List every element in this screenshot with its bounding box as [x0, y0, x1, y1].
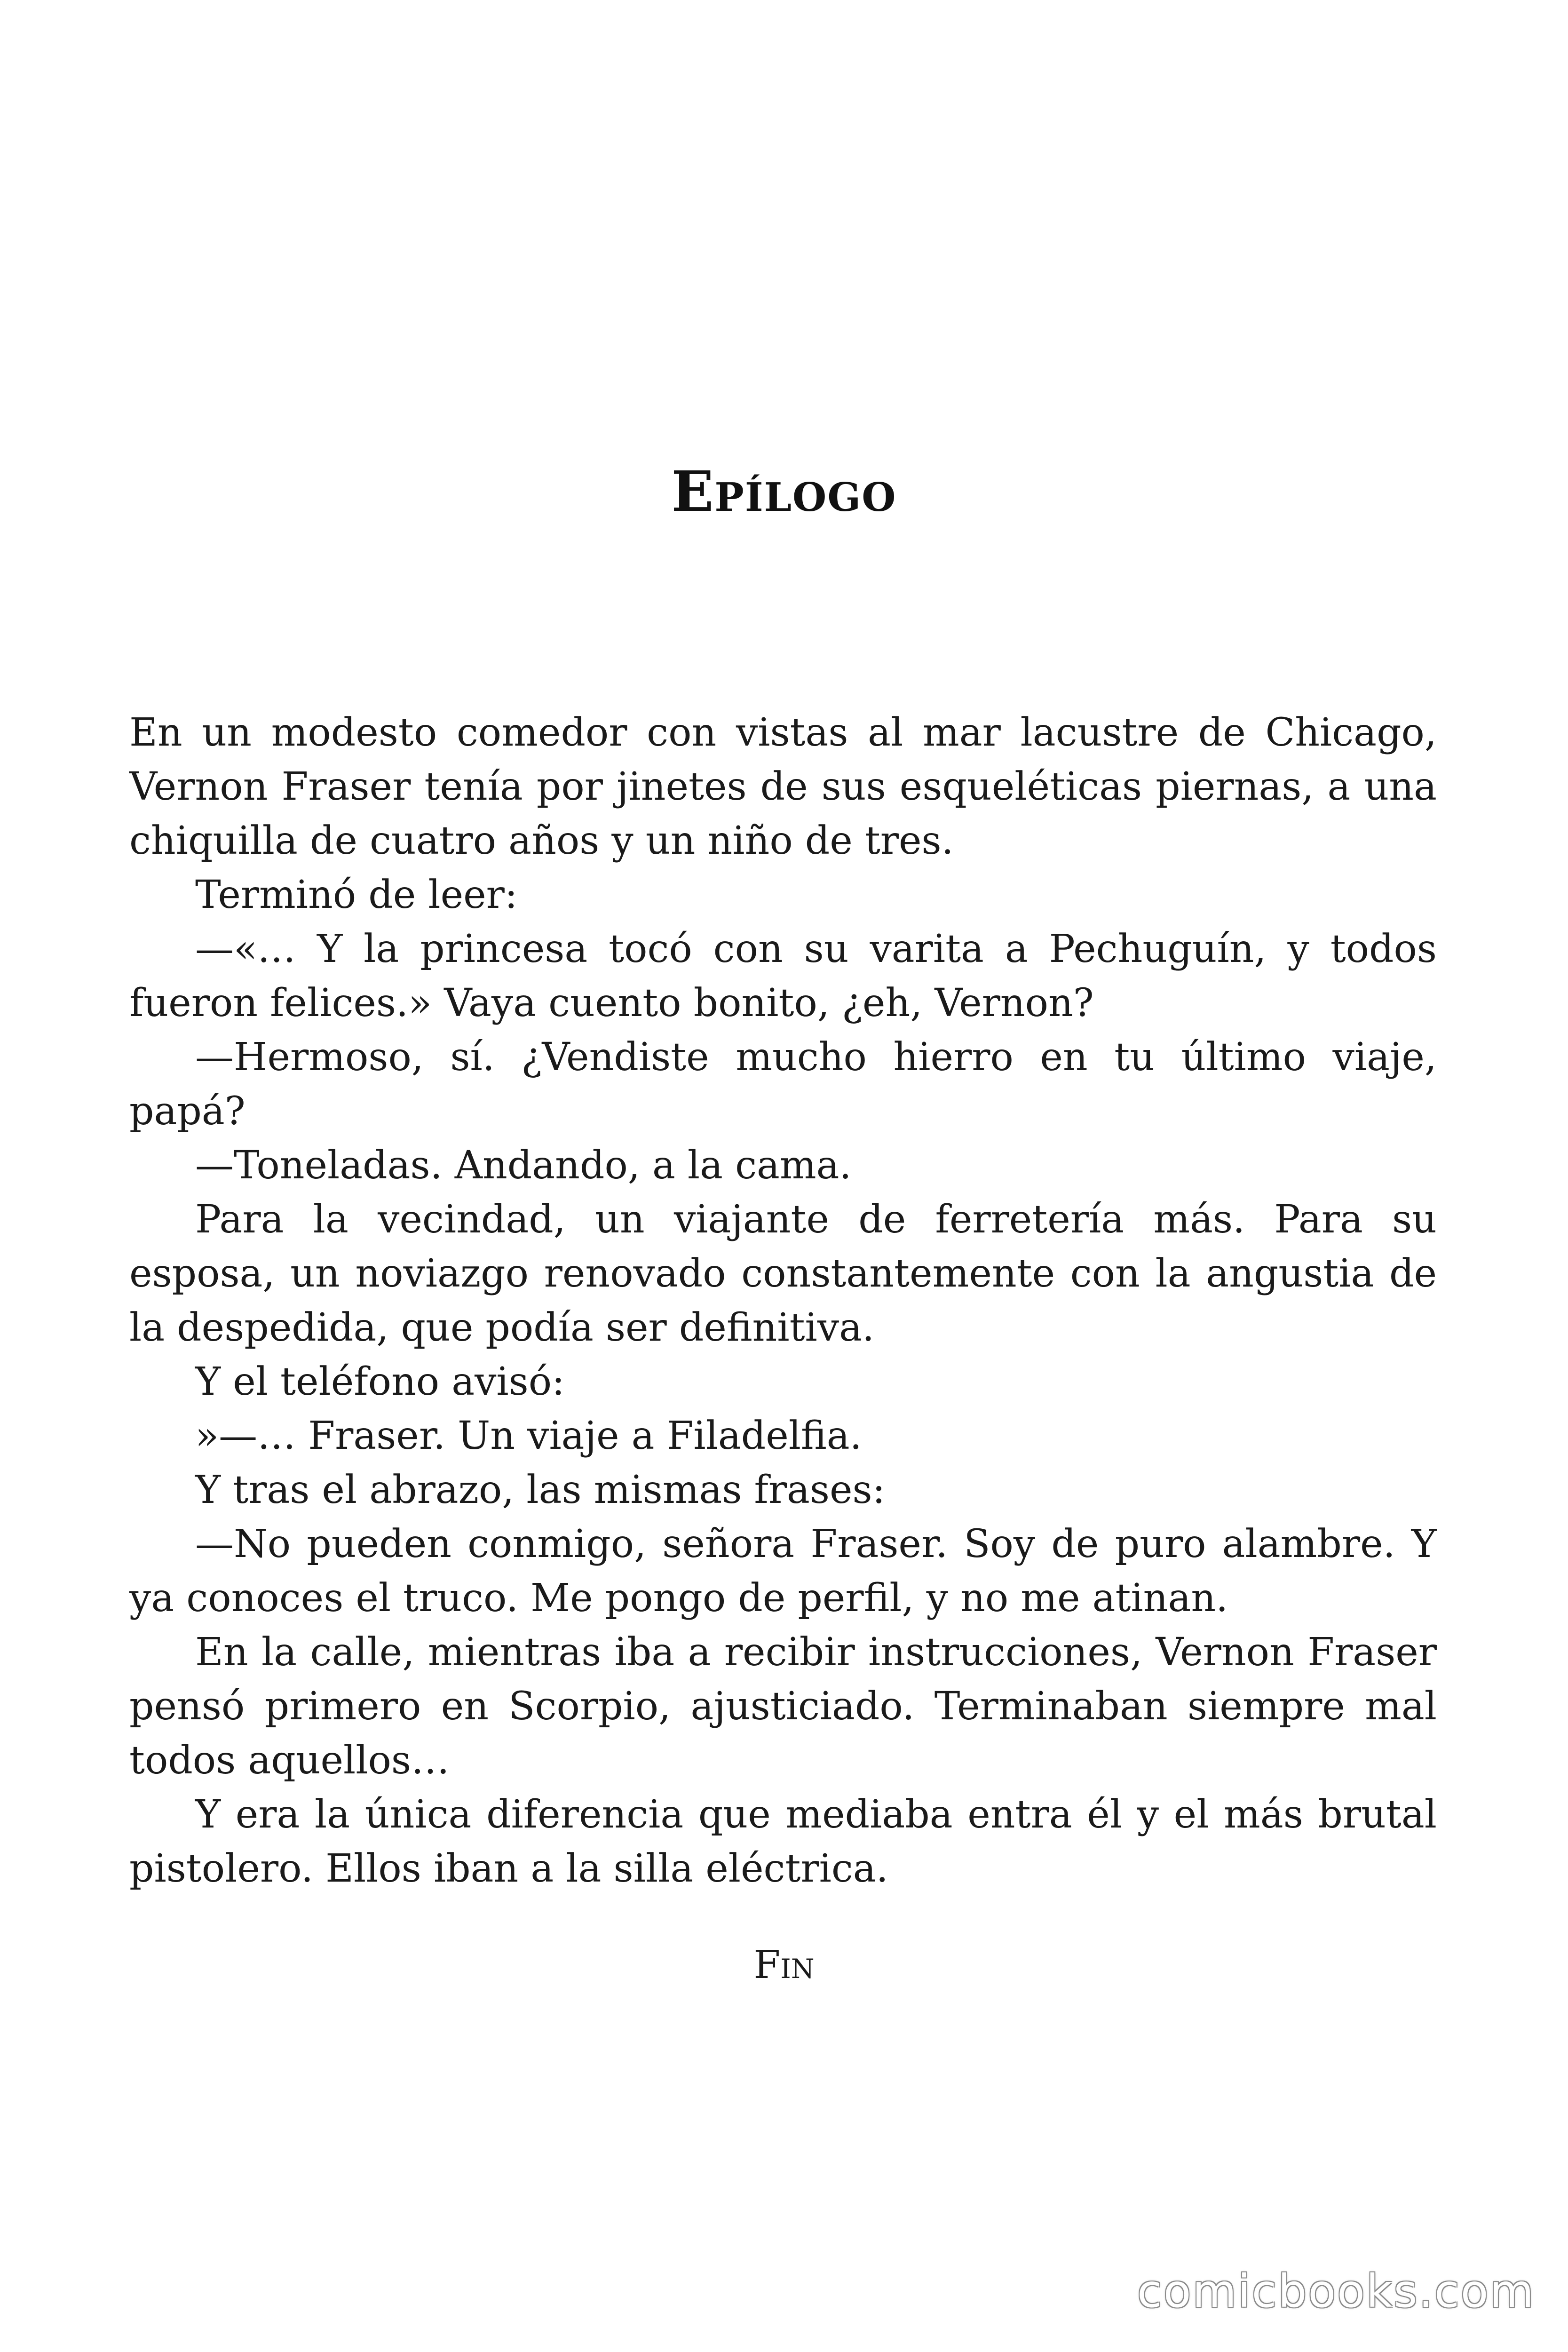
closing-word: Fin [753, 1943, 815, 1987]
chapter-body [129, 706, 1437, 1896]
paragraph: —«… Y la princesa tocó con su varita a Pechuguín, y todos fueron felices.» Vaya cuento bonito, ¿eh, Vernon? [129, 927, 1437, 1025]
paragraph: —Hermoso, sí. ¿Vendiste mucho hierro en tu último viaje, papá? [129, 1035, 1437, 1134]
paragraph: Y tras el abrazo, las mismas frases: [195, 1468, 886, 1512]
paragraph: Para la vecindad, un viajante de ferretería más. Para su esposa, un noviazgo renovado constantemente con la angustia de la despedida, que podía ser definitiva. [129, 1197, 1437, 1350]
chapter-title: Epílogo [671, 459, 897, 524]
paragraph: En la calle, mientras iba a recibir instrucciones, Vernon Fraser pensó primero en Scorpio, ajusticiado. Terminaban siempre mal todos aquellos… [129, 1630, 1437, 1783]
paragraph: En un modesto comedor con vistas al mar lacustre de Chicago, Vernon Fraser tenía por jinetes de sus esqueléticas piernas, a una chiquilla de cuatro años y un niño de tres. [129, 710, 1437, 863]
paragraph: »—… Fraser. Un viaje a Filadelfia. [195, 1414, 862, 1458]
paragraph: —Toneladas. Andando, a la cama. [195, 1143, 852, 1188]
paragraph: —No pueden conmigo, señora Fraser. Soy de puro alambre. Y ya conoces el truco. Me pongo de perfil, y no me atinan. [129, 1522, 1437, 1621]
paragraph: Y el teléfono avisó: [195, 1359, 565, 1404]
paragraph: Y era la única diferencia que mediaba entra él y el más brutal pistolero. Ellos iban a la silla eléctrica. [129, 1792, 1437, 1891]
watermark: comicbooks.com [1137, 2265, 1535, 2318]
paragraph: Terminó de leer: [195, 873, 518, 917]
